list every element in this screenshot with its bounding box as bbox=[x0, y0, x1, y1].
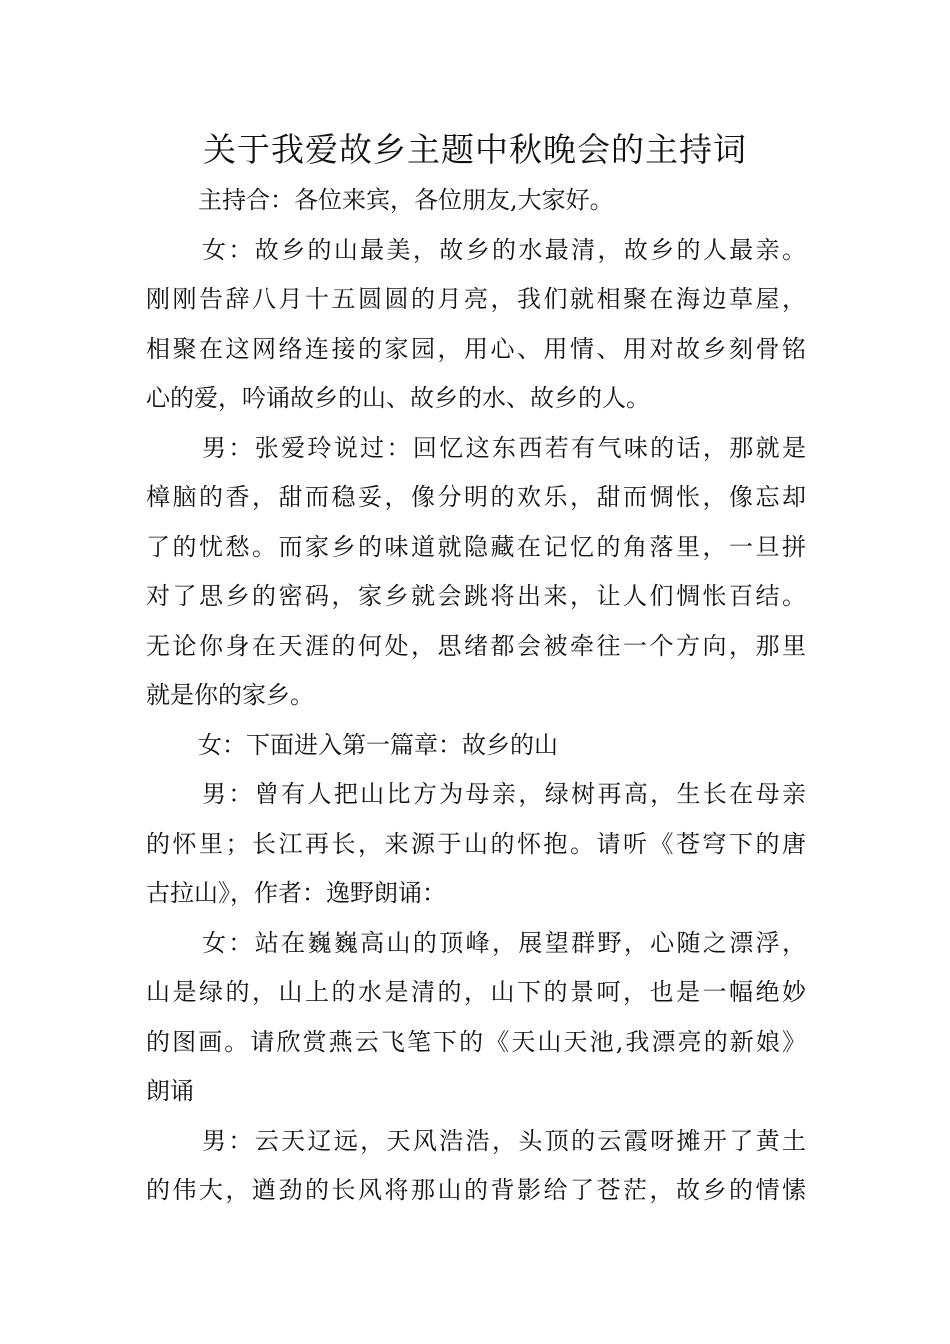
paragraph-greeting bbox=[146, 176, 806, 226]
paragraph-male-sky bbox=[146, 1117, 806, 1216]
text-line: 樟脑的香，甜而稳妥，像分明的欢乐，甜而惆怅，像忘却 bbox=[146, 483, 806, 511]
text-line: 的图画。请欣赏燕云飞笔下的《天山天池,我漂亮的新娘》 bbox=[146, 1027, 806, 1056]
text-line: 无论你身在天涯的何处，思绪都会被牵往一个方向，那里 bbox=[146, 631, 806, 660]
text-line: 男：云天辽远，天风浩浩，头顶的云霞呀摊开了黄土 bbox=[202, 1126, 806, 1155]
paragraph-female-peak bbox=[146, 919, 806, 1117]
text-line: 相聚在这网络连接的家园，用心、用情、用对故乡刻骨铭 bbox=[146, 334, 806, 363]
text-line: 的伟大，遒劲的长风将那山的背影给了苍茫，故乡的情愫 bbox=[146, 1176, 806, 1204]
paragraph-female-intro bbox=[146, 226, 806, 424]
paragraph-male-mountain bbox=[146, 770, 806, 919]
text-line: 古拉山》，作者：逸野朗诵： bbox=[146, 879, 446, 907]
text-line: 的怀里；长江再长，来源于山的怀抱。请听《苍穹下的唐 bbox=[146, 829, 806, 858]
text-line: 就是你的家乡。 bbox=[146, 681, 314, 709]
document-body bbox=[146, 176, 806, 1216]
text-line: 主持合：各位来宾，各位朋友,大家好。 bbox=[198, 186, 614, 214]
paragraph-male-memory bbox=[146, 424, 806, 721]
text-line: 朗诵 bbox=[146, 1077, 194, 1105]
text-line: 男：张爱玲说过：回忆这东西若有气味的话，那就是 bbox=[202, 433, 806, 462]
text-line: 女：站在巍巍高山的顶峰，展望群野，心随之漂浮， bbox=[202, 928, 806, 957]
text-line: 男：曾有人把山比方为母亲，绿树再高，生长在母亲 bbox=[202, 780, 806, 808]
document-title: 关于我爱故乡主题中秋晚会的主持词 bbox=[203, 130, 747, 169]
text-line: 山是绿的，山上的水是清的，山下的景呵，也是一幅绝妙 bbox=[146, 978, 806, 1006]
paragraph-chapter-one bbox=[146, 721, 806, 771]
text-line: 女：下面进入第一篇章：故乡的山 bbox=[198, 730, 558, 759]
text-line: 心的爱，吟诵故乡的山、故乡的水、故乡的人。 bbox=[146, 384, 650, 412]
text-line: 对了思乡的密码，家乡就会跳将出来，让人们惆怅百结。 bbox=[146, 582, 806, 610]
text-line: 刚刚告辞八月十五圆圆的月亮，我们就相聚在海边草屋， bbox=[146, 285, 806, 313]
text-line: 女：故乡的山最美，故乡的水最清，故乡的人最亲。 bbox=[202, 235, 806, 264]
text-line: 了的忧愁。而家乡的味道就隐藏在记忆的角落里，一旦拼 bbox=[146, 532, 806, 561]
